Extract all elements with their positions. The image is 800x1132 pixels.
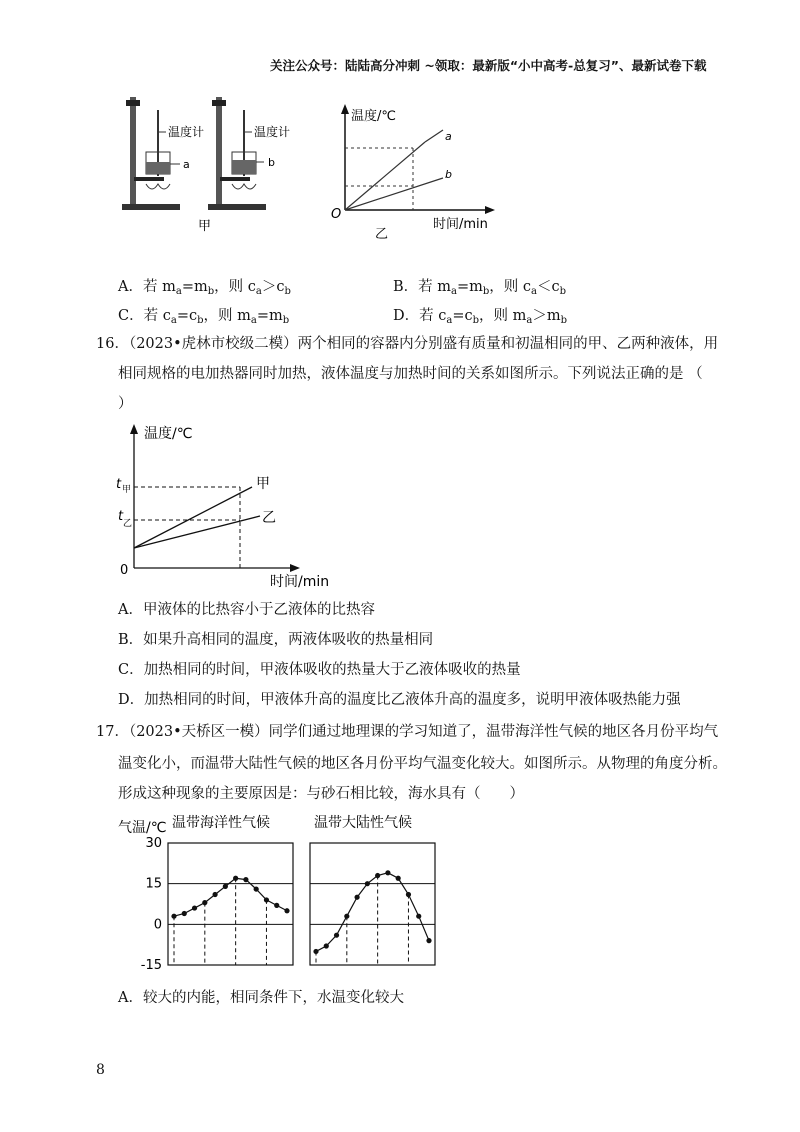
q17-stem-line-1: 17．（2023•天桥区一模）同学们通过地理课的学习知道了，温带海洋性气候的地区各月份平均气 — [96, 724, 719, 740]
ytick-label: 15 — [145, 876, 162, 892]
graph-origin: O — [331, 207, 342, 222]
page-header: 关注公众号：陆陆高分冲刺 ~领取：最新版“小中高考-总复习”、最新试卷下载 — [270, 58, 707, 73]
t-yi-label: t — [118, 509, 124, 524]
q16-option-b[interactable]: B．如果升高相同的温度，两液体吸收的热量相同 — [118, 632, 434, 648]
fig-jia-caption: 甲 — [198, 219, 212, 234]
ocean-climate-title: 温带海洋性气候 — [172, 815, 270, 831]
data-point — [212, 892, 217, 897]
q16-stem-line-2: 相同规格的电加热器同时加热，液体温度与加热时间的关系如图所示。下列说法正确的是 （ — [118, 366, 703, 382]
ocean-climate-panel — [168, 843, 293, 965]
thermometer-label-a: 温度计 — [168, 125, 205, 139]
data-point — [385, 870, 390, 875]
data-point — [406, 892, 411, 897]
line-yi — [134, 516, 260, 548]
data-point — [182, 911, 187, 916]
line-b — [345, 178, 443, 210]
page-number: 8 — [96, 1062, 105, 1078]
data-point — [416, 914, 421, 919]
q17-option-a[interactable]: A．较大的内能，相同条件下，水温变化较大 — [118, 990, 404, 1006]
line-a — [345, 142, 425, 210]
apparatus-b — [208, 97, 266, 210]
line-yi-label: 乙 — [262, 510, 276, 526]
line-jia — [134, 487, 252, 548]
data-point — [254, 886, 259, 891]
data-point — [426, 938, 431, 943]
q15-option-d[interactable]: D．若 $c_a=c_b$，则 $m_a>m_b$ — [393, 308, 568, 326]
series-line — [316, 873, 429, 952]
data-point — [274, 903, 279, 908]
q16-stem-line-1: 16．（2023•虎林市校级二模）两个相同的容器内分别盛有质量和初温相同的甲、乙两种液体，用 — [96, 336, 719, 352]
q15-temp-graph — [325, 100, 505, 240]
q16-option-d[interactable]: D．加热相同的时间，甲液体升高的温度比乙液体升高的温度多，说明甲液体吸热能力强 — [118, 692, 681, 708]
q15-option-b[interactable]: B．若 $m_a=m_b$，则 $c_a<c_b$ — [393, 279, 567, 297]
data-point — [365, 881, 370, 886]
q17-y-axis-label: 气温/℃ — [118, 820, 167, 836]
q17-stem-line-3: 形成这种现象的主要原因是：与砂石相比较，海水具有（ ） — [118, 786, 524, 802]
q16-temp-chart — [110, 418, 370, 596]
q15-apparatus-figure — [118, 92, 291, 242]
liquid-a-label: a — [183, 158, 190, 171]
graph-line-b-label: b — [445, 168, 452, 181]
graph-line-a-label: a — [445, 130, 452, 143]
q17-climate-charts — [118, 810, 448, 974]
thermometer-label-b: 温度计 — [254, 125, 291, 139]
data-point — [284, 908, 289, 913]
data-point — [264, 897, 269, 902]
data-point — [243, 877, 248, 882]
data-point — [202, 900, 207, 905]
ytick-label: 0 — [153, 917, 162, 933]
line-jia-label: 甲 — [256, 476, 270, 492]
chart-origin: 0 — [120, 563, 129, 578]
chart-y-label: 温度/℃ — [144, 426, 193, 442]
continental-climate-panel — [310, 843, 435, 965]
data-point — [344, 914, 349, 919]
t-yi-sub: 乙 — [123, 519, 133, 529]
graph-y-label: 温度/℃ — [351, 109, 396, 124]
t-jia-label: t — [116, 477, 122, 492]
q15-option-a[interactable]: A．若 $m_a=m_b$，则 $c_a>c_b$ — [118, 279, 291, 297]
liquid-b-label: b — [268, 156, 275, 169]
chart-x-label: 时间/min — [270, 574, 330, 590]
q16-option-a[interactable]: A．甲液体的比热容小于乙液体的比热容 — [118, 602, 375, 618]
data-point — [171, 914, 176, 919]
q15-option-c[interactable]: C．若 $c_a=c_b$，则 $m_a=m_b$ — [118, 308, 290, 326]
q17-stem-line-2: 温变化小，而温带大陆性气候的地区各月份平均气温变化较大。如图所示。从物理的角度分析。 — [118, 756, 727, 772]
graph-x-label: 时间/min — [433, 217, 488, 232]
data-point — [324, 943, 329, 948]
continental-climate-title: 温带大陆性气候 — [314, 815, 412, 831]
data-point — [375, 873, 380, 878]
data-point — [192, 905, 197, 910]
apparatus-a — [122, 97, 180, 210]
t-jia-sub: 甲 — [122, 485, 132, 495]
data-point — [223, 884, 228, 889]
data-point — [354, 895, 359, 900]
data-point — [334, 933, 339, 938]
ytick-label: -15 — [140, 958, 162, 973]
fig-yi-caption: 乙 — [375, 227, 389, 242]
ytick-label: 30 — [145, 836, 162, 851]
q16-stem-line-3: ） — [118, 396, 133, 412]
q16-option-c[interactable]: C．加热相同的时间，甲液体吸收的热量大于乙液体吸收的热量 — [118, 662, 521, 678]
data-point — [233, 876, 238, 881]
data-point — [313, 949, 318, 954]
data-point — [396, 876, 401, 881]
